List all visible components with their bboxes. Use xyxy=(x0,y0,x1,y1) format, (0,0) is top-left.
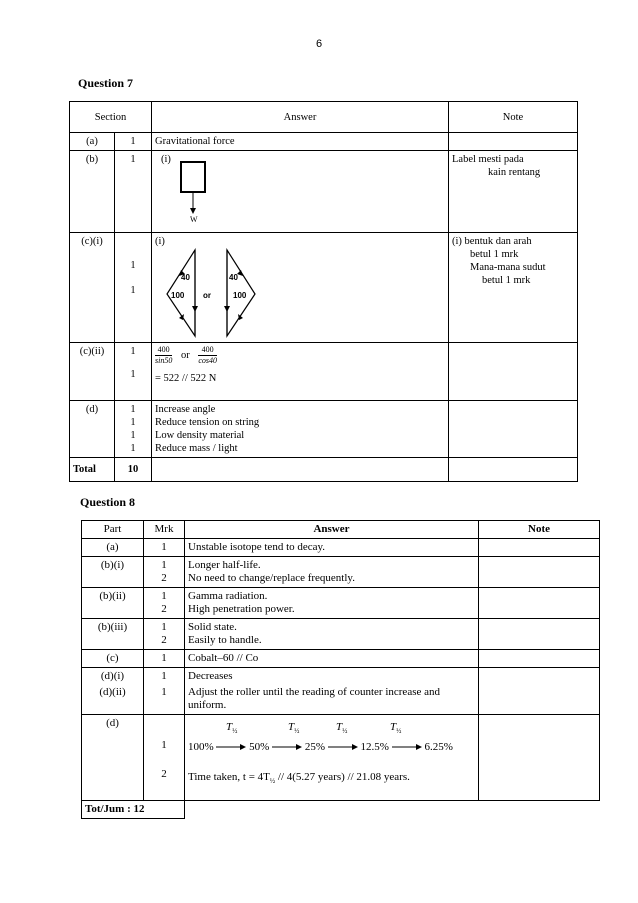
mark: 1 xyxy=(144,539,185,557)
mark: 1 xyxy=(161,621,167,633)
question-7-title: Question 7 xyxy=(78,76,134,90)
part-label: (c)(i) xyxy=(70,233,115,343)
denominator: cos40 xyxy=(198,356,218,365)
part-label: (b)(i) xyxy=(82,557,144,588)
mark: 1 xyxy=(130,430,136,441)
part-label: (d)(ii) xyxy=(99,686,126,698)
table-row xyxy=(82,539,600,557)
header-row xyxy=(82,521,600,539)
half-life-label: $T_{\frac{1}{2}}$ xyxy=(288,721,300,735)
angle-label-40: 40 xyxy=(229,273,238,282)
mark: 1 xyxy=(130,285,136,296)
table-row xyxy=(82,557,600,588)
arrow-icon xyxy=(272,743,302,751)
half-sub: ½ xyxy=(269,777,276,785)
fraction xyxy=(198,345,217,366)
arrow-icon xyxy=(216,743,246,751)
step-value: 50% xyxy=(249,741,270,753)
step-value: 6.25% xyxy=(424,741,453,753)
force-triangle-diagram xyxy=(157,248,272,340)
numerator: 400 xyxy=(155,345,172,356)
half-life-label: $T_{\frac{1}{2}}$ xyxy=(390,721,402,735)
arrow-icon xyxy=(328,743,358,751)
part-label: (c)(ii) xyxy=(70,343,115,401)
answer-line: Adjust the roller until the reading of counter increase and uniform. xyxy=(188,686,440,711)
total-label: Tot/Jum : 12 xyxy=(82,801,185,819)
time-taken xyxy=(188,771,475,788)
mark: 1 xyxy=(130,443,136,454)
mark: 1 xyxy=(130,346,136,357)
header-note: Note xyxy=(479,521,600,539)
fraction xyxy=(155,345,172,366)
header-section: Section xyxy=(70,102,152,133)
mark: 2 xyxy=(161,603,167,615)
row-c-i xyxy=(70,233,578,343)
denominator: sin50 xyxy=(155,356,173,365)
angle-label-100: 100 xyxy=(233,291,247,300)
header-answer: Answer xyxy=(152,102,449,133)
answer-line: High penetration power. xyxy=(188,603,295,615)
note-line: (i) bentuk dan arah xyxy=(452,236,532,247)
note-line: Label mesti pada xyxy=(452,154,524,165)
row-d xyxy=(70,401,578,458)
header-part: Part xyxy=(82,521,144,539)
part-label: (c) xyxy=(82,650,144,668)
answer-line: Reduce tension on string xyxy=(155,417,260,428)
step-value: 25% xyxy=(304,741,326,753)
mark: 1 xyxy=(161,559,167,571)
part-label: (d) xyxy=(70,401,115,458)
angle-label-40: 40 xyxy=(181,273,190,282)
step-value: 12.5% xyxy=(360,741,389,753)
step-value: 100% xyxy=(188,741,214,753)
part-label: (b)(iii) xyxy=(82,619,144,650)
part-label: (b) xyxy=(70,151,115,233)
half-life-sequence xyxy=(188,721,475,757)
mark: 1 xyxy=(161,670,167,682)
part-label: (d)(i) xyxy=(100,670,125,682)
sub-label: (i) xyxy=(161,154,171,165)
mark: 1 xyxy=(130,260,136,271)
mark: 2 xyxy=(161,634,167,646)
header-row xyxy=(70,102,578,133)
mark: 1 xyxy=(161,590,167,602)
header-note: Note xyxy=(449,102,578,133)
page-number: 6 xyxy=(315,38,323,50)
question-8-title: Question 8 xyxy=(80,495,136,509)
half-life-label: $T_{\frac{1}{2}}$ xyxy=(226,721,238,735)
answer: Cobalt–60 // Co xyxy=(185,650,479,668)
row-b xyxy=(70,151,578,233)
answer-line: Decreases xyxy=(188,670,233,682)
force-label: W xyxy=(190,215,198,222)
numerator: 400 xyxy=(198,345,217,356)
note-line: betul 1 mrk xyxy=(482,275,531,286)
header-answer: Answer xyxy=(185,521,479,539)
answer-line: No need to change/replace frequently. xyxy=(188,572,355,584)
part-label: (b)(ii) xyxy=(82,588,144,619)
angle-label-100: 100 xyxy=(171,291,185,300)
mark: 1 xyxy=(161,739,167,751)
part-label: (a) xyxy=(70,133,115,151)
row-a xyxy=(70,133,578,151)
mark: 1 xyxy=(130,404,136,415)
decay-steps xyxy=(188,741,453,754)
total-label: Total xyxy=(70,458,115,482)
question-7-table xyxy=(69,101,578,482)
part-label: (a) xyxy=(82,539,144,557)
note-line: kain rentang xyxy=(488,167,541,178)
answer-line: Longer half-life. xyxy=(188,559,261,571)
answer-line: Easily to handle. xyxy=(188,634,262,646)
question-8-table xyxy=(81,520,600,819)
answer-line: Increase angle xyxy=(155,404,216,415)
row-total xyxy=(70,458,578,482)
row-c-ii xyxy=(70,343,578,401)
sub-label: (i) xyxy=(155,236,165,247)
mark: 1 xyxy=(130,417,136,428)
table-row xyxy=(82,619,600,650)
arrow-icon xyxy=(392,743,422,751)
time-suffix: // 4(5.27 years) // 21.08 years. xyxy=(275,771,410,783)
answer: Gravitational force xyxy=(152,133,449,151)
weight-diagram xyxy=(175,160,235,222)
half-life-label: $T_{\frac{1}{2}}$ xyxy=(336,721,348,735)
answer-line: Low density material xyxy=(155,430,245,441)
table-row xyxy=(82,588,600,619)
header-mark: Mrk xyxy=(144,521,185,539)
note-line: betul 1 mrk xyxy=(470,249,519,260)
answer: Unstable isotope tend to decay. xyxy=(185,539,479,557)
note-line: Mana-mana sudut xyxy=(470,262,546,273)
or-label: or xyxy=(180,349,190,361)
table-row xyxy=(82,715,600,801)
answer-line: Solid state. xyxy=(188,621,237,633)
mark: 1 xyxy=(144,650,185,668)
mark: 1 xyxy=(115,151,152,233)
mark: 1 xyxy=(115,133,152,151)
answer-line: Gamma radiation. xyxy=(188,590,268,602)
mark: 2 xyxy=(161,572,167,584)
row-total xyxy=(82,801,600,819)
part-label: (d) xyxy=(82,715,144,801)
mark: 1 xyxy=(161,686,167,698)
table-row xyxy=(82,650,600,668)
total-value: 10 xyxy=(115,458,152,482)
or-label: or xyxy=(203,291,211,300)
mark: 1 xyxy=(130,369,136,380)
answer-line: Reduce mass / light xyxy=(155,443,238,454)
time-prefix: Time taken, t = 4T xyxy=(188,771,270,783)
mark: 2 xyxy=(161,768,167,780)
table-row xyxy=(82,668,600,715)
result: = 522 // 522 N xyxy=(155,373,217,384)
